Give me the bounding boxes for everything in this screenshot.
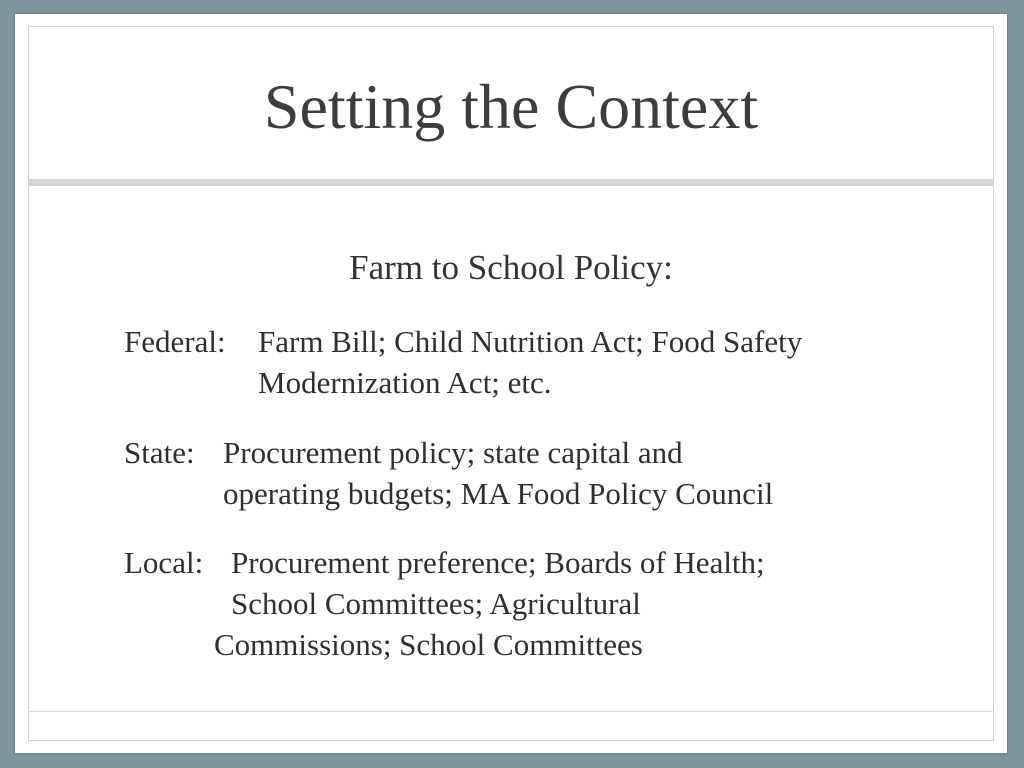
federal-line-2: Modernization Act; etc. [258, 365, 552, 400]
federal-label: Federal: [124, 324, 226, 359]
local-label: Local: [124, 545, 204, 580]
local-line-1: Procurement preference; Boards of Health; [231, 545, 765, 580]
local-line-2: School Committees; Agricultural [231, 586, 641, 621]
slide-title: Setting the Context [263, 71, 759, 142]
local-line-3: Commissions; School Committees [214, 627, 643, 662]
state-items [223, 432, 773, 514]
footer-divider [28, 711, 994, 712]
state-line-1: Procurement policy; state capital and [223, 435, 683, 470]
section-heading: Farm to School Policy: [349, 248, 673, 287]
federal-line-1: Farm Bill; Child Nutrition Act; Food Safety [258, 324, 803, 359]
state-label: State: [124, 435, 195, 470]
slide [15, 14, 1007, 753]
title-divider [28, 179, 994, 186]
federal-items [258, 321, 802, 403]
state-line-2: operating budgets; MA Food Policy Council [223, 476, 774, 511]
